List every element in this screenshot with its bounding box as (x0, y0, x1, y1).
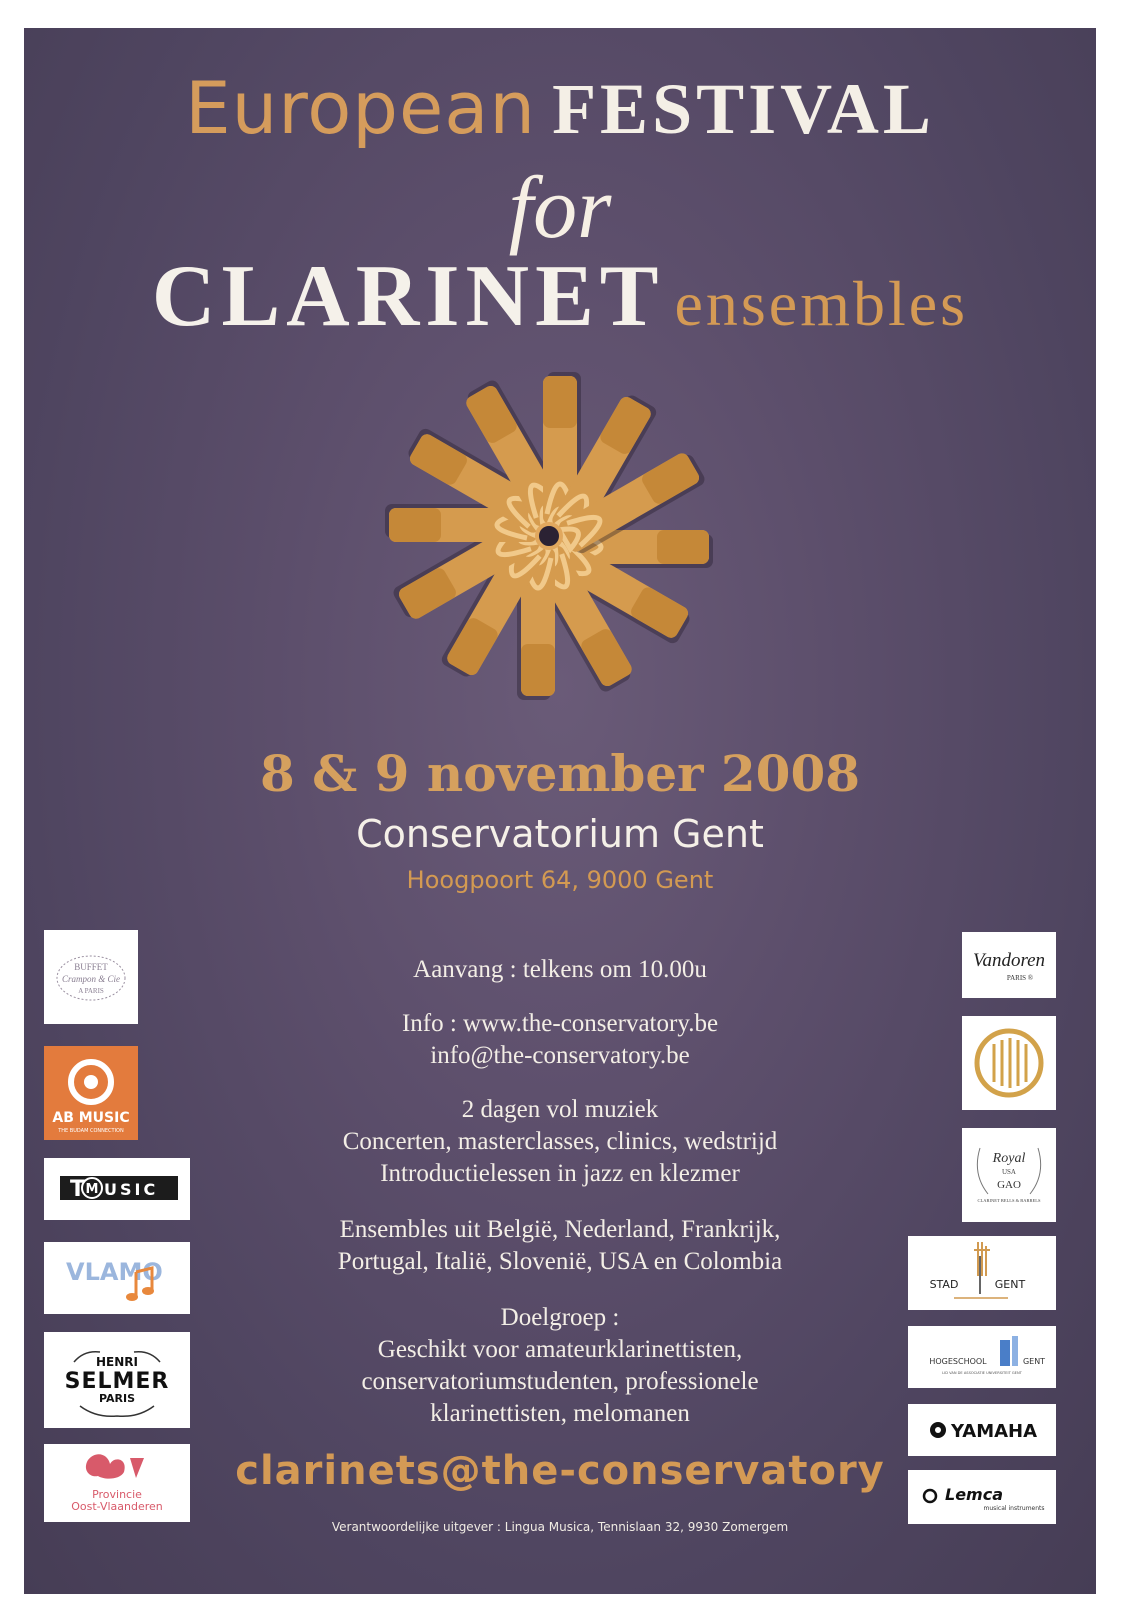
target-line-3: klarinettisten, melomanen (430, 1400, 690, 1427)
stadgent-line-2: GENT (994, 1278, 1026, 1291)
buffet-line-1: BUFFET (74, 962, 108, 972)
buffet-line-3: A PARIS (78, 987, 104, 995)
target-line-2: conservatoriumstudenten, professionele (361, 1368, 759, 1395)
info-email: info@the-conservatory.be (430, 1042, 690, 1069)
title-ensembles: ensembles (674, 268, 969, 339)
stadgent-line-1: STAD (929, 1278, 959, 1291)
sponsor-selmer (44, 1332, 190, 1428)
sponsor-ring-logo (962, 1016, 1056, 1110)
sponsor-royal-gao (962, 1128, 1056, 1222)
target-line-1: Geschikt voor amateurklarinettisten, (377, 1336, 743, 1363)
event-date: 8 & 9 november 2008 (259, 744, 861, 803)
ensembles-line-2: Portugal, Italië, Slovenië, USA en Colombia (337, 1248, 783, 1275)
sponsor-hogeschool-gent (908, 1326, 1056, 1388)
publisher-line: Verantwoordelijke uitgever : Lingua Musica, Tennislaan 32, 9930 Zomergem (331, 1520, 789, 1534)
sponsor-vandoren (962, 932, 1056, 998)
hogeschool-line-2: GENT (1022, 1357, 1046, 1366)
info-website: Info : www.the-conservatory.be (401, 1010, 719, 1037)
provincie-line-2: Oost-Vlaanderen (71, 1500, 163, 1513)
tm-line-3: USIC (104, 1180, 159, 1199)
vandoren-line-2: PARIS ® (1006, 974, 1034, 982)
lemca-line-1: Lemca (945, 1485, 1003, 1504)
vandoren-line-1: Vandoren (972, 950, 1046, 971)
selmer-line-1: HENRI (96, 1355, 138, 1369)
abmusic-line-2: THE BUDAM CONNECTION (58, 1128, 124, 1134)
sponsor-yamaha (908, 1404, 1056, 1456)
sponsor-vlamo (44, 1242, 190, 1314)
selmer-line-2: SELMER (64, 1369, 170, 1394)
provincie-line-1: Provincie (92, 1488, 142, 1501)
event-address: Hoogpoort 64, 9000 Gent (406, 866, 714, 894)
sponsor-tm-music (44, 1158, 190, 1220)
sponsor-stad-gent (908, 1236, 1056, 1310)
sponsor-ab-music (44, 1046, 138, 1140)
hogeschool-line-3: LID VAN DE ASSOCIATIE UNIVERSITEIT GENT (942, 1371, 1022, 1375)
target-title: Doelgroep : (500, 1304, 620, 1331)
days-line-1: 2 dagen vol muziek (461, 1096, 659, 1123)
contact-email: clarinets@the-conservatory (235, 1448, 885, 1494)
abmusic-line-1: AB MUSIC (52, 1110, 130, 1126)
days-line-2: Concerten, masterclasses, clinics, wedstrijd (342, 1128, 778, 1155)
sponsor-provincie-oost-vlaanderen (44, 1444, 190, 1522)
yamaha-line-1: YAMAHA (950, 1421, 1038, 1442)
hogeschool-line-1: HOGESCHOOL (929, 1357, 987, 1366)
poster (24, 28, 1096, 1594)
title-line-3 (24, 246, 1096, 347)
reed-star-logo (379, 366, 719, 706)
lemca-line-2: musical instruments (983, 1505, 1045, 1512)
title-european: European (185, 66, 537, 150)
ensembles-line-1: Ensembles uit België, Nederland, Frankrijk, (339, 1216, 781, 1243)
title-festival: FESTIVAL (552, 69, 935, 149)
event-venue: Conservatorium Gent (356, 812, 764, 856)
buffet-line-2: Crampon & Cie (61, 974, 121, 984)
royal-line-1: Royal (992, 1151, 1026, 1166)
tm-line-1: T (70, 1177, 86, 1202)
royal-line-4: CLARINET BELLS & BARRELS (977, 1198, 1041, 1203)
sponsor-buffet-crampon (44, 930, 138, 1024)
sponsor-lemca (908, 1470, 1056, 1524)
selmer-line-3: PARIS (98, 1392, 136, 1405)
royal-line-3: GAO (997, 1179, 1021, 1191)
days-line-3: Introductielessen in jazz en klezmer (380, 1160, 740, 1187)
title-clarinet: CLARINET (151, 248, 665, 345)
tm-line-2: M (85, 1182, 99, 1197)
royal-line-2: USA (1001, 1168, 1017, 1176)
title-line-1 (24, 66, 1096, 151)
vlamo-line-1: VLAMO (66, 1258, 163, 1286)
start-time: Aanvang : telkens om 10.00u (413, 956, 707, 983)
title-for: for (508, 160, 612, 257)
